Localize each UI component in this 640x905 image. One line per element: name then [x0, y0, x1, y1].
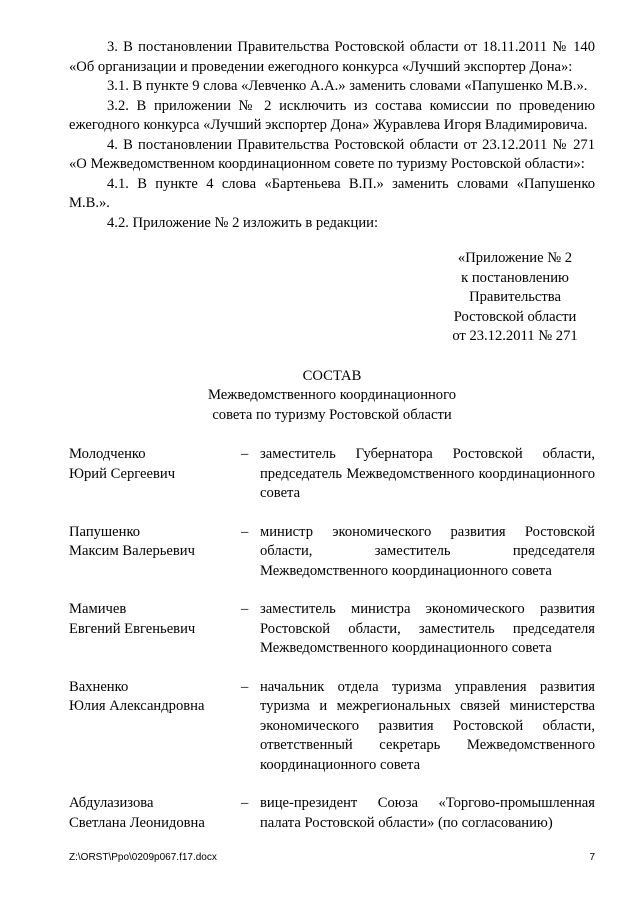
approval-line: от 23.12.2011 № 271: [452, 328, 578, 344]
member-row: [69, 794, 595, 833]
composition-title: [69, 367, 595, 426]
member-given-names: Юлия Александровна: [69, 698, 205, 714]
member-dash: –: [241, 523, 249, 540]
paragraph-3-2: 3.2. В приложении № 2 исключить из состава комиссии по проведению ежегодного конкурса «Лучший экспортер Дона» Журавлева Игоря Владимировича.: [69, 97, 595, 133]
member-given-names: Светлана Леонидовна: [69, 814, 205, 831]
member-name: [69, 600, 241, 659]
member-role: заместитель министра экономического развития Ростовской области, заместитель председателя Межведомственного координационного совета: [260, 601, 595, 656]
member-row: [69, 678, 595, 776]
paragraph-3-1: 3.1. В пункте 9 слова «Левченко А.А.» заменить словами «Папушенко М.В.».: [107, 78, 588, 94]
member-role: заместитель Губернатора Ростовской области, председатель Межведомственного координационного совета: [260, 446, 595, 501]
approval-line: Правительства: [469, 289, 561, 305]
member-dash: –: [241, 678, 249, 695]
member-dash: –: [241, 601, 249, 617]
member-surname: Молодченко: [69, 446, 146, 462]
member-row: [69, 523, 595, 582]
composition-subtitle: Межведомственного координационного: [207, 387, 457, 403]
member-given-names: Максим Валерьевич: [69, 543, 195, 559]
file-path: Z:\ORST\Ppo\0209p067.f17.docx: [69, 852, 217, 863]
member-row: [69, 445, 595, 504]
members-list: [69, 445, 595, 833]
member-name: [69, 445, 241, 504]
member-given-names: Юрий Сергеевич: [69, 465, 176, 482]
page-number: 7: [589, 852, 595, 863]
member-name: [69, 523, 241, 582]
composition-subtitle: совета по туризму Ростовской области: [212, 406, 452, 423]
paragraph-4-2: 4.2. Приложение № 2 изложить в редакции:: [107, 214, 378, 231]
member-given-names: Евгений Евгеньевич: [69, 620, 196, 637]
approval-line: «Приложение № 2: [457, 250, 573, 266]
member-surname: Папушенко: [69, 523, 141, 540]
member-name: [69, 678, 241, 776]
composition-heading: СОСТАВ: [302, 367, 362, 384]
member-role: министр экономического развития Ростовской области, заместитель председателя Межведомственного координационного совета: [260, 523, 595, 579]
paragraph-4-1: 4.1. В пункте 4 слова «Бартеньева В.П.» заменить словами «Папушенко М.В.».: [69, 175, 595, 211]
member-row: [69, 600, 595, 659]
appendix-approval-block: [435, 249, 595, 347]
approval-line: Ростовской области: [453, 308, 577, 325]
member-dash: –: [241, 446, 249, 462]
paragraph-3: 3. В постановлении Правительства Ростовской области от 18.11.2011 № 140 «Об организации и проведении ежегодного конкурса «Лучший экспортер Дона»:: [69, 39, 595, 75]
document-page: [69, 38, 595, 852]
member-role: начальник отдела туризма управления развития туризма и межрегиональных связей министерства экономического развития Ростовской области, ответственный секретарь Межведомственного координационного совета: [260, 678, 595, 773]
member-name: [69, 794, 241, 833]
member-role: вице-президент Союза «Торгово-промышленная палата Ростовской области» (по согласованию): [260, 795, 595, 831]
page-footer: [69, 852, 595, 864]
member-surname: Абдулазизова: [69, 795, 154, 811]
member-surname: Мамичев: [69, 601, 127, 617]
paragraph-4: 4. В постановлении Правительства Ростовской области от 23.12.2011 № 271 «О Межведомственном координационном совете по туризму Ростовской области»:: [69, 136, 595, 172]
member-dash: –: [241, 795, 249, 811]
approval-line: к постановлению: [461, 269, 569, 286]
member-surname: Вахненко: [69, 678, 129, 695]
